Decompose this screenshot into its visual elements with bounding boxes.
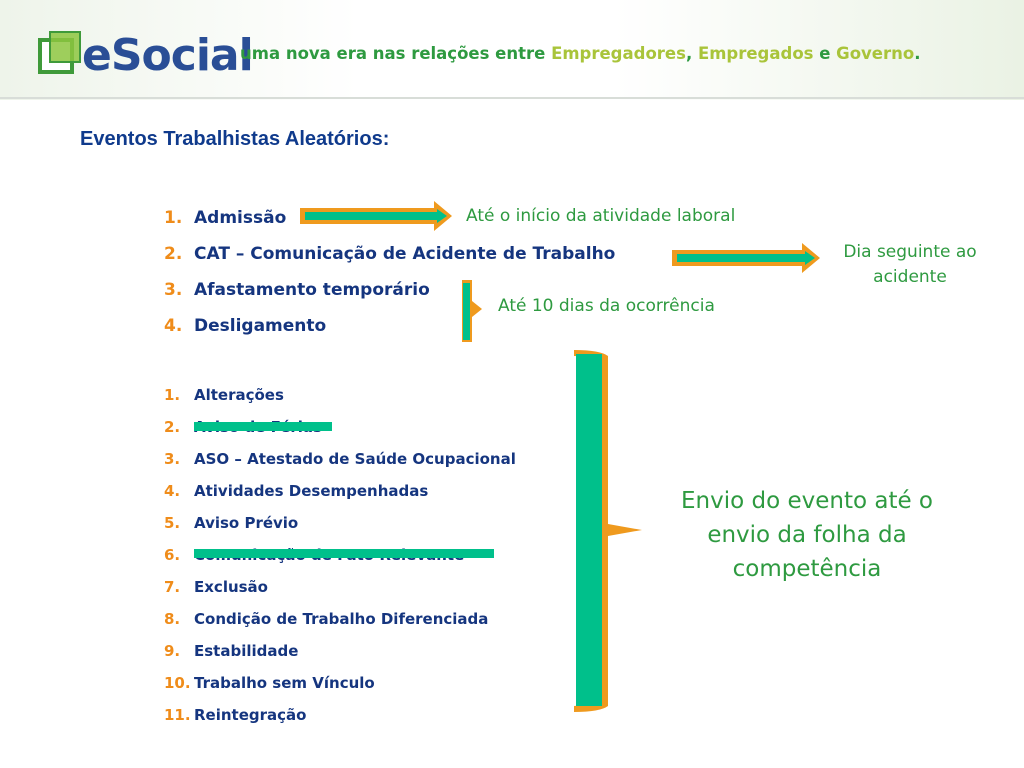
list-label: Afastamento temporário [194,280,430,300]
tagline-period: . [914,44,921,63]
note-envio-line2: envio da folha da [707,522,907,548]
list-label: Desligamento [194,316,327,336]
bracket-afastamento-icon [462,280,482,342]
list-number: 6. [164,546,181,564]
list-label: Aviso Prévio [194,514,299,532]
list-number: 3. [164,450,181,468]
list-number: 2. [164,418,181,436]
list-label: Condição de Trabalho Diferenciada [194,610,489,628]
list-label: ASO – Atestado de Saúde Ocupacional [194,450,516,468]
list-number: 10. [164,674,191,692]
list-label: Admissão [194,208,287,228]
list-number: 2. [164,244,183,264]
note-cat-line1: Dia seguinte ao [843,242,977,262]
list-number: 4. [164,482,181,500]
note-envio-line1: Envio do evento até o [680,488,933,514]
note-cat-line2: acidente [873,267,947,287]
list-number: 7. [164,578,181,596]
bracket-envio-icon [574,350,642,712]
list-number: 1. [164,208,183,228]
list-number: 4. [164,316,183,336]
tagline-empregados: Empregados [697,44,814,63]
list-number: 11. [164,706,191,724]
list-label: Alterações [194,386,284,404]
slide-title: Eventos Trabalhistas Aleatórios: [80,128,390,150]
list-label: Reintegração [194,706,307,724]
list-label: Trabalho sem Vínculo [194,674,375,692]
list-number: 1. [164,386,181,404]
list-number: 3. [164,280,183,300]
note-envio-line3: competência [732,556,882,582]
tagline-governo: Governo [836,44,915,63]
esocial-logo-text: eSocial [82,30,253,81]
note-envio-folha [652,484,962,586]
strike-fato-relevante [194,549,494,558]
list-label: CAT – Comunicação de Acidente de Trabalho [194,244,616,264]
list-label: Estabilidade [194,642,299,660]
note-cat [822,240,998,290]
tagline-e: e [813,44,837,63]
arrow-cat-icon [672,243,820,273]
arrow-admissao-icon [300,201,452,231]
list-number: 9. [164,642,181,660]
strike-aviso-ferias [194,422,332,431]
tagline-comma: , [685,44,698,63]
note-admissao: Até o início da atividade laboral [466,206,736,226]
tagline-empregadores: Empregadores [551,44,686,63]
tagline-text: uma nova era nas relações entre [240,44,552,63]
list-number: 8. [164,610,181,628]
list-number: 5. [164,514,181,532]
list-label: Exclusão [194,578,268,596]
note-dez-dias: Até 10 dias da ocorrência [498,296,715,316]
list-label: Atividades Desempenhadas [194,482,429,500]
